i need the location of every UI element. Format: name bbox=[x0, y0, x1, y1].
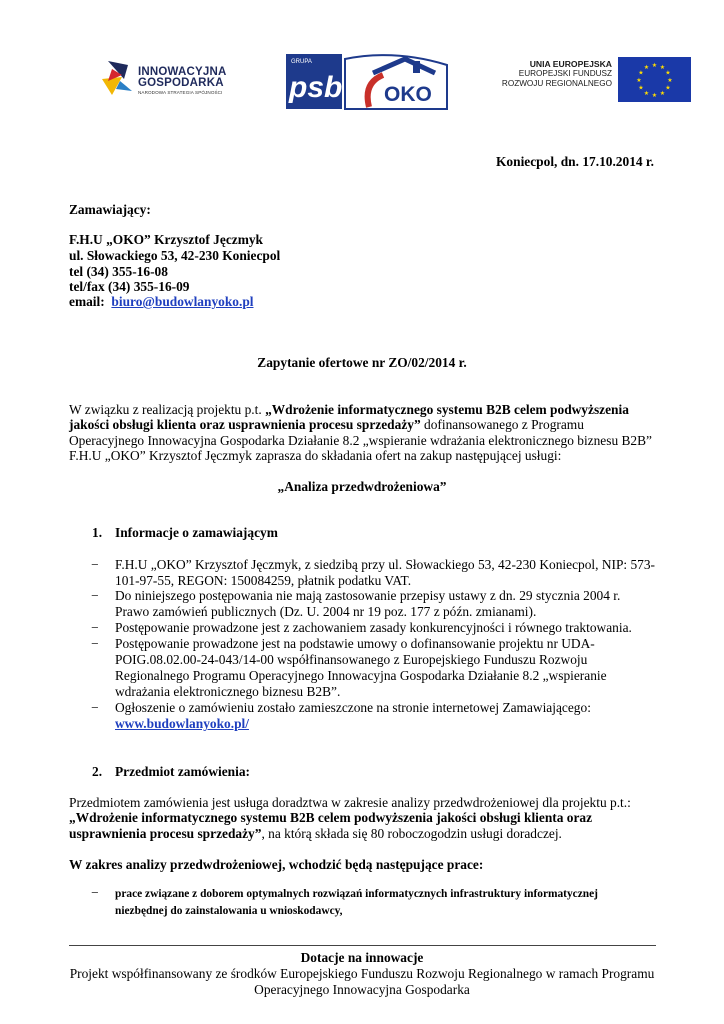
document-title: Zapytanie ofertowe nr ZO/02/2014 r. bbox=[257, 355, 467, 370]
svg-text:★: ★ bbox=[638, 69, 644, 77]
ig-star-icon bbox=[98, 57, 134, 99]
section2-heading: Przedmiot zamówienia: bbox=[115, 764, 250, 779]
section2-number: 2. bbox=[92, 764, 103, 779]
orderer-name: F.H.U „OKO” Krzysztof Jęczmyk bbox=[69, 232, 263, 247]
bullet-dash: − bbox=[91, 588, 99, 603]
eu-text-block bbox=[486, 59, 612, 89]
eu-line2: EUROPEJSKI FUNDUSZ bbox=[518, 69, 612, 78]
svg-text:★: ★ bbox=[636, 77, 642, 84]
work-item: niezbędnej do zainstalowania u wnioskodawcy, bbox=[115, 905, 343, 917]
psb-oko-logo bbox=[285, 53, 448, 110]
email-label: email: bbox=[69, 294, 105, 309]
svg-text:★: ★ bbox=[665, 69, 671, 77]
orderer-tel: tel (34) 355-16-08 bbox=[69, 264, 168, 279]
intro-line-2 bbox=[69, 417, 584, 433]
list-item: POIG.08.02.00-24-043/14-00 współfinansowanego z Europejskiego Funduszu Rozwoju bbox=[115, 652, 588, 667]
innowacyjna-gospodarka-logo bbox=[98, 57, 258, 99]
website-link[interactable]: www.budowlanyoko.pl/ bbox=[115, 716, 249, 731]
bullet-dash: − bbox=[91, 636, 99, 651]
scope-heading: W zakres analizy przedwdrożeniowej, wchodzić będą następujące prace: bbox=[69, 857, 484, 872]
list-item: Ogłoszenie o zamówieniu zostało zamieszczone na stronie internetowej Zamawiającego: bbox=[115, 700, 591, 715]
intro-line-1 bbox=[69, 402, 629, 418]
project-title-end: usprawnienia procesu sprzedaży” bbox=[69, 826, 262, 841]
intro-line-3: Operacyjnego Innowacyjna Gospodarka Działanie 8.2 „wspieranie wdrażania elektronicznego biznesu B2B” bbox=[69, 433, 653, 448]
list-item: Postępowanie prowadzone jest na podstawie umowy o dofinansowanie projektu nr UDA- bbox=[115, 636, 595, 651]
svg-text:★: ★ bbox=[667, 77, 673, 84]
bullet-dash: − bbox=[91, 700, 99, 715]
intro-text: dofinansowanego z Programu bbox=[420, 417, 584, 432]
list-item: F.H.U „OKO” Krzysztof Jęczmyk, z siedzibą przy ul. Słowackiego 53, 42-230 Koniecpol, NIP: 573- bbox=[115, 557, 656, 572]
list-item: Prawo zamówień publicznych (Dz. U. 2004 nr 19 poz. 177 z późn. zmianami). bbox=[115, 604, 537, 619]
orderer-fax: tel/fax (34) 355-16-09 bbox=[69, 279, 190, 294]
project-title-part1: „Wdrożenie informatycznego systemu B2B celem podwyższenia bbox=[265, 402, 629, 417]
orderer-address: ul. Słowackiego 53, 42-230 Koniecpol bbox=[69, 248, 281, 263]
bullet-dash: − bbox=[91, 620, 99, 635]
eu-flag-icon bbox=[618, 57, 691, 102]
bullet-dash: − bbox=[91, 885, 99, 900]
list-item: 101-97-55, REGON: 150084259, płatnik podatku VAT. bbox=[115, 573, 412, 588]
intro-line-4: F.H.U „OKO” Krzysztof Jęczmyk zaprasza do składania ofert na zakup następującej usługi: bbox=[69, 448, 562, 463]
list-item: Regionalnego Programu Operacyjnego Innowacyjna Gospodarka Działanie 8.2 „wspieranie bbox=[115, 668, 607, 683]
ig-logo-line1: INNOWACYJNA bbox=[138, 66, 227, 78]
svg-text:★: ★ bbox=[638, 84, 644, 92]
psb-grupa-text: GRUPA bbox=[291, 59, 312, 65]
email-link[interactable]: biuro@budowlanyoko.pl bbox=[111, 294, 254, 309]
section2-paragraph-3 bbox=[69, 826, 562, 842]
project-title-part2: jakości obsługi klienta oraz usprawnienia procesu sprzedaży” bbox=[69, 417, 421, 432]
list-item: Postępowanie prowadzone jest z zachowaniem zasady konkurencyjności i równego traktowania. bbox=[115, 620, 632, 635]
svg-text:★: ★ bbox=[651, 92, 658, 99]
section1-heading: Informacje o zamawiającym bbox=[115, 525, 278, 540]
section1-number: 1. bbox=[92, 525, 103, 540]
footer-line-1: Projekt współfinansowany ze środków Europejskiego Funduszu Rozwoju Regionalnego w ramach Programu bbox=[69, 966, 655, 981]
ig-logo-sub: NARODOWA STRATEGIA SPÓJNOŚCI bbox=[138, 90, 223, 95]
hours-text: , na którą składa się 80 roboczogodzin usługi doradczej. bbox=[261, 826, 562, 841]
oko-text: OKO bbox=[384, 83, 432, 106]
list-item: Do niniejszego postępowania nie mają zastosowanie przepisy ustawy z dn. 29 stycznia 2004 r. bbox=[115, 588, 621, 603]
section2-project-title: „Wdrożenie informatycznego systemu B2B celem podwyższenia jakości obsługi klienta oraz bbox=[69, 810, 593, 825]
orderer-email-row bbox=[69, 294, 254, 310]
svg-text:★: ★ bbox=[643, 64, 650, 71]
service-subject: „Analiza przedwdrożeniowa” bbox=[277, 479, 447, 494]
svg-text:★: ★ bbox=[651, 62, 658, 69]
section2-paragraph-1: Przedmiotem zamówienia jest usługa doradztwa w zakresie analizy przedwdrożeniowej dla projektu p.t.: bbox=[69, 795, 631, 810]
ig-logo-line2: GOSPODARKA bbox=[138, 77, 224, 89]
orderer-label: Zamawiający: bbox=[69, 202, 151, 217]
svg-text:★: ★ bbox=[643, 90, 650, 97]
work-item: prace związane z doborem optymalnych rozwiązań informatycznych infrastruktury informatycznej bbox=[115, 888, 598, 900]
list-item: wdrażania elektronicznego biznesu B2B”. bbox=[115, 684, 341, 699]
eu-line3: ROZWOJU REGIONALNEGO bbox=[501, 79, 612, 88]
place-date: Koniecpol, dn. 17.10.2014 r. bbox=[496, 154, 654, 169]
footer-divider bbox=[69, 945, 656, 946]
bullet-dash: − bbox=[91, 557, 99, 572]
psb-text: psb bbox=[289, 71, 343, 104]
svg-text:★: ★ bbox=[659, 64, 666, 71]
footer-title: Dotacje na innowacje bbox=[300, 950, 424, 965]
footer-line-2: Operacyjnego Innowacyjna Gospodarka bbox=[254, 982, 470, 997]
svg-text:★: ★ bbox=[665, 84, 671, 92]
svg-text:★: ★ bbox=[659, 90, 666, 97]
eu-line1: UNIA EUROPEJSKA bbox=[529, 59, 612, 69]
intro-text: W związku z realizacją projektu p.t. bbox=[69, 402, 266, 417]
